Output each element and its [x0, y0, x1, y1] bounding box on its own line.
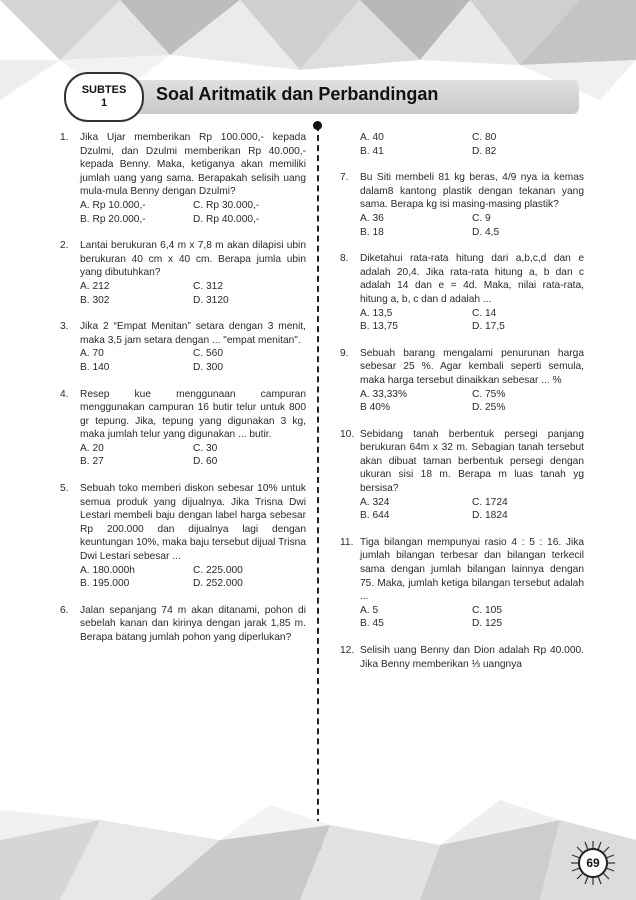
- option: B. 41: [360, 145, 384, 157]
- option: D. 17,5: [472, 321, 505, 333]
- option: A. 212: [80, 280, 110, 292]
- section-header: [64, 72, 579, 122]
- question-text: Sebidang tanah berbentuk persegi panjang berukuran 64m x 32 m. Sebagian tanah tersebut akan dibuat taman berbentuk persegi dengan ukuran sisi 18 m. Berapa m luas tanah yg bersisa?: [360, 428, 584, 495]
- badge-number: 1: [100, 97, 108, 109]
- question-item: [60, 131, 306, 226]
- divider-dot-top: [313, 121, 322, 130]
- question-number: 2.: [60, 240, 69, 252]
- option: B. 13,75: [360, 321, 398, 333]
- option: C. 9: [472, 212, 491, 224]
- answer-options: [80, 199, 306, 226]
- column-divider: [317, 125, 319, 845]
- option: A. 33,33%: [360, 388, 408, 400]
- option: B. 644: [360, 510, 390, 522]
- option: C. 30: [193, 442, 218, 454]
- option: D. 60: [193, 456, 218, 468]
- question-item: [60, 482, 306, 591]
- option: B. 302: [80, 294, 110, 306]
- option: C. 225.000: [193, 564, 243, 576]
- answer-options: [80, 564, 306, 591]
- question-text: Jika Ujar memberikan Rp 100.000,- kepada Dzulmi, dan Dzulmi memberikan Rp 40.000,- kepada Benny. Maka, ketiganya akan memiliki jumlah uang yang sama. Berapakah selisih uang mula-mula Benny dengan Dzulmi?: [80, 132, 306, 198]
- question-item: [340, 347, 584, 415]
- option: D. Rp 40.000,-: [193, 213, 260, 225]
- option: C. 1724: [472, 496, 508, 508]
- answer-options: [80, 347, 306, 374]
- option: A. 5: [360, 604, 379, 616]
- option: B. 45: [360, 618, 384, 630]
- badge-label: SUBTES: [81, 84, 127, 96]
- option: C. 560: [193, 348, 224, 360]
- answer-options: [360, 131, 584, 158]
- question-item: [60, 604, 306, 645]
- question-text: Bu Siti membeli 81 kg beras, 4/9 nya ia kemas dalam8 kantong plastik dengan tekanan yang sama. Berapa kg isi masing-masing plastik?: [360, 172, 584, 211]
- question-item: [60, 239, 306, 307]
- question-number: 1.: [60, 132, 69, 143]
- option: C. Rp 30.000,-: [193, 199, 260, 211]
- question-text: Diketahui rata-rata hitung dari a,b,c,d dan e adalah 20,4. Jika rata-rata hitung a, b dan c adalah 14 dan e = 4d. Maka, nilai rata-rata, hitung a, b, c dan d adalah ...: [360, 253, 584, 305]
- option: D. 25%: [472, 402, 506, 414]
- option: C. 80: [472, 132, 497, 143]
- question-number: 12.: [340, 645, 355, 656]
- subtest-badge: [64, 72, 144, 122]
- option: C. 14: [472, 307, 497, 319]
- answer-options: [360, 496, 584, 523]
- answer-options: [360, 212, 584, 239]
- option: A. Rp 10.000,-: [80, 199, 146, 211]
- question-item: [60, 388, 306, 470]
- option: B. Rp 20.000,-: [80, 213, 146, 225]
- answer-options: [360, 307, 584, 334]
- page-number: 69: [578, 848, 608, 878]
- option: D. 3120: [193, 294, 229, 306]
- option: B. 27: [80, 456, 104, 468]
- question-text: Jalan sepanjang 74 m akan ditanami, pohon di sebelah kanan dan kirinya dengan jarak 1,85 m. Berapa batang jumlah pohon yang diperlukan?: [80, 604, 306, 643]
- option: A. 180.000h: [80, 564, 135, 576]
- page-title: Soal Aritmatik dan Perbandingan: [156, 84, 439, 104]
- answer-options: [80, 442, 306, 469]
- option: D. 4,5: [472, 226, 500, 238]
- question-number: 6.: [60, 604, 69, 616]
- option: B. 18: [360, 226, 384, 238]
- option: A. 36: [360, 212, 384, 224]
- question-item: [340, 536, 584, 631]
- answer-options: [360, 388, 584, 415]
- question-number: 3.: [60, 321, 69, 333]
- option: A. 13,5: [360, 307, 393, 319]
- option: C. 75%: [472, 388, 506, 400]
- option: A. 324: [360, 496, 390, 508]
- option: D. 125: [472, 618, 503, 630]
- bottom-decoration: [0, 800, 636, 900]
- question-number: 8.: [340, 253, 349, 265]
- answer-options: [360, 604, 584, 631]
- question-text: Jika 2 “Empat Menitan” setara dengan 3 menit, maka 3,5 jam setara dengan ... "empat menitan".: [80, 321, 306, 346]
- question-item: [340, 428, 584, 523]
- question-text: Sebuah barang mengalami penurunan harga sebesar 25 %. Agar kembali seperti semula, maka harga tersebut dinaikkan sebesar ... %: [360, 347, 584, 386]
- right-column: [340, 131, 584, 684]
- question-text: Sebuah toko memberi diskon sebesar 10% untuk semua produk yang dijualnya. Jika Trisna Dwi Lestari membeli baju dengan label harga sebesar Rp 200.000 dan dijualnya lagi dengan keuntungan 10%, maka baju tersebut dijual Trisna Dwi Lestari sebesar ...: [80, 483, 306, 563]
- option: C. 312: [193, 280, 224, 292]
- question-item: [340, 252, 584, 334]
- question-item: [60, 320, 306, 374]
- question-number: 10.: [340, 428, 355, 440]
- question-number: 9.: [340, 347, 349, 359]
- option: B 40%: [360, 402, 391, 414]
- question-item-continued: [340, 131, 584, 158]
- option: D. 252.000: [193, 578, 243, 590]
- answer-options: [80, 280, 306, 307]
- question-text: Lantai berukuran 6,4 m x 7,8 m akan dilapisi ubin berukuran 40 cm x 40 cm. Berapa jumla ubin yang dibutuhkan?: [80, 240, 306, 279]
- option: A. 20: [80, 442, 104, 454]
- question-number: 5.: [60, 483, 69, 495]
- option: A. 70: [80, 348, 104, 360]
- question-number: 11.: [340, 536, 354, 548]
- question-text: Selisih uang Benny dan Dion adalah Rp 40.000. Jika Benny memberikan ⅓ uangnya: [360, 645, 584, 670]
- question-text: Tiga bilangan mempunyai rasio 4 : 5 : 16. Jika jumlah bilangan terbesar dan bilangan terkecil sama dengan jumlah bilangan lainnya dengan 75. Maka, jumlah ketiga bilangan tersebut adalah ...: [360, 536, 584, 603]
- option: A. 40: [360, 132, 384, 143]
- question-text: Resep kue menggunaan campuran menggunakan campuran 16 butir telur untuk 800 gr tepung. Jika, tepung yang digunakan 3 kg, maka jumlah telur yang digunakan ... butir.: [80, 388, 306, 441]
- question-item: [340, 644, 584, 671]
- question-item: [340, 171, 584, 239]
- question-number: 7.: [340, 172, 349, 184]
- option: D. 82: [472, 145, 497, 157]
- option: D. 1824: [472, 510, 508, 522]
- option: D. 300: [193, 361, 224, 373]
- option: B. 195.000: [80, 578, 130, 590]
- option: C. 105: [472, 604, 503, 616]
- left-column: [60, 131, 306, 658]
- question-number: 4.: [60, 388, 69, 400]
- option: B. 140: [80, 361, 110, 373]
- page-number-badge: [571, 841, 615, 885]
